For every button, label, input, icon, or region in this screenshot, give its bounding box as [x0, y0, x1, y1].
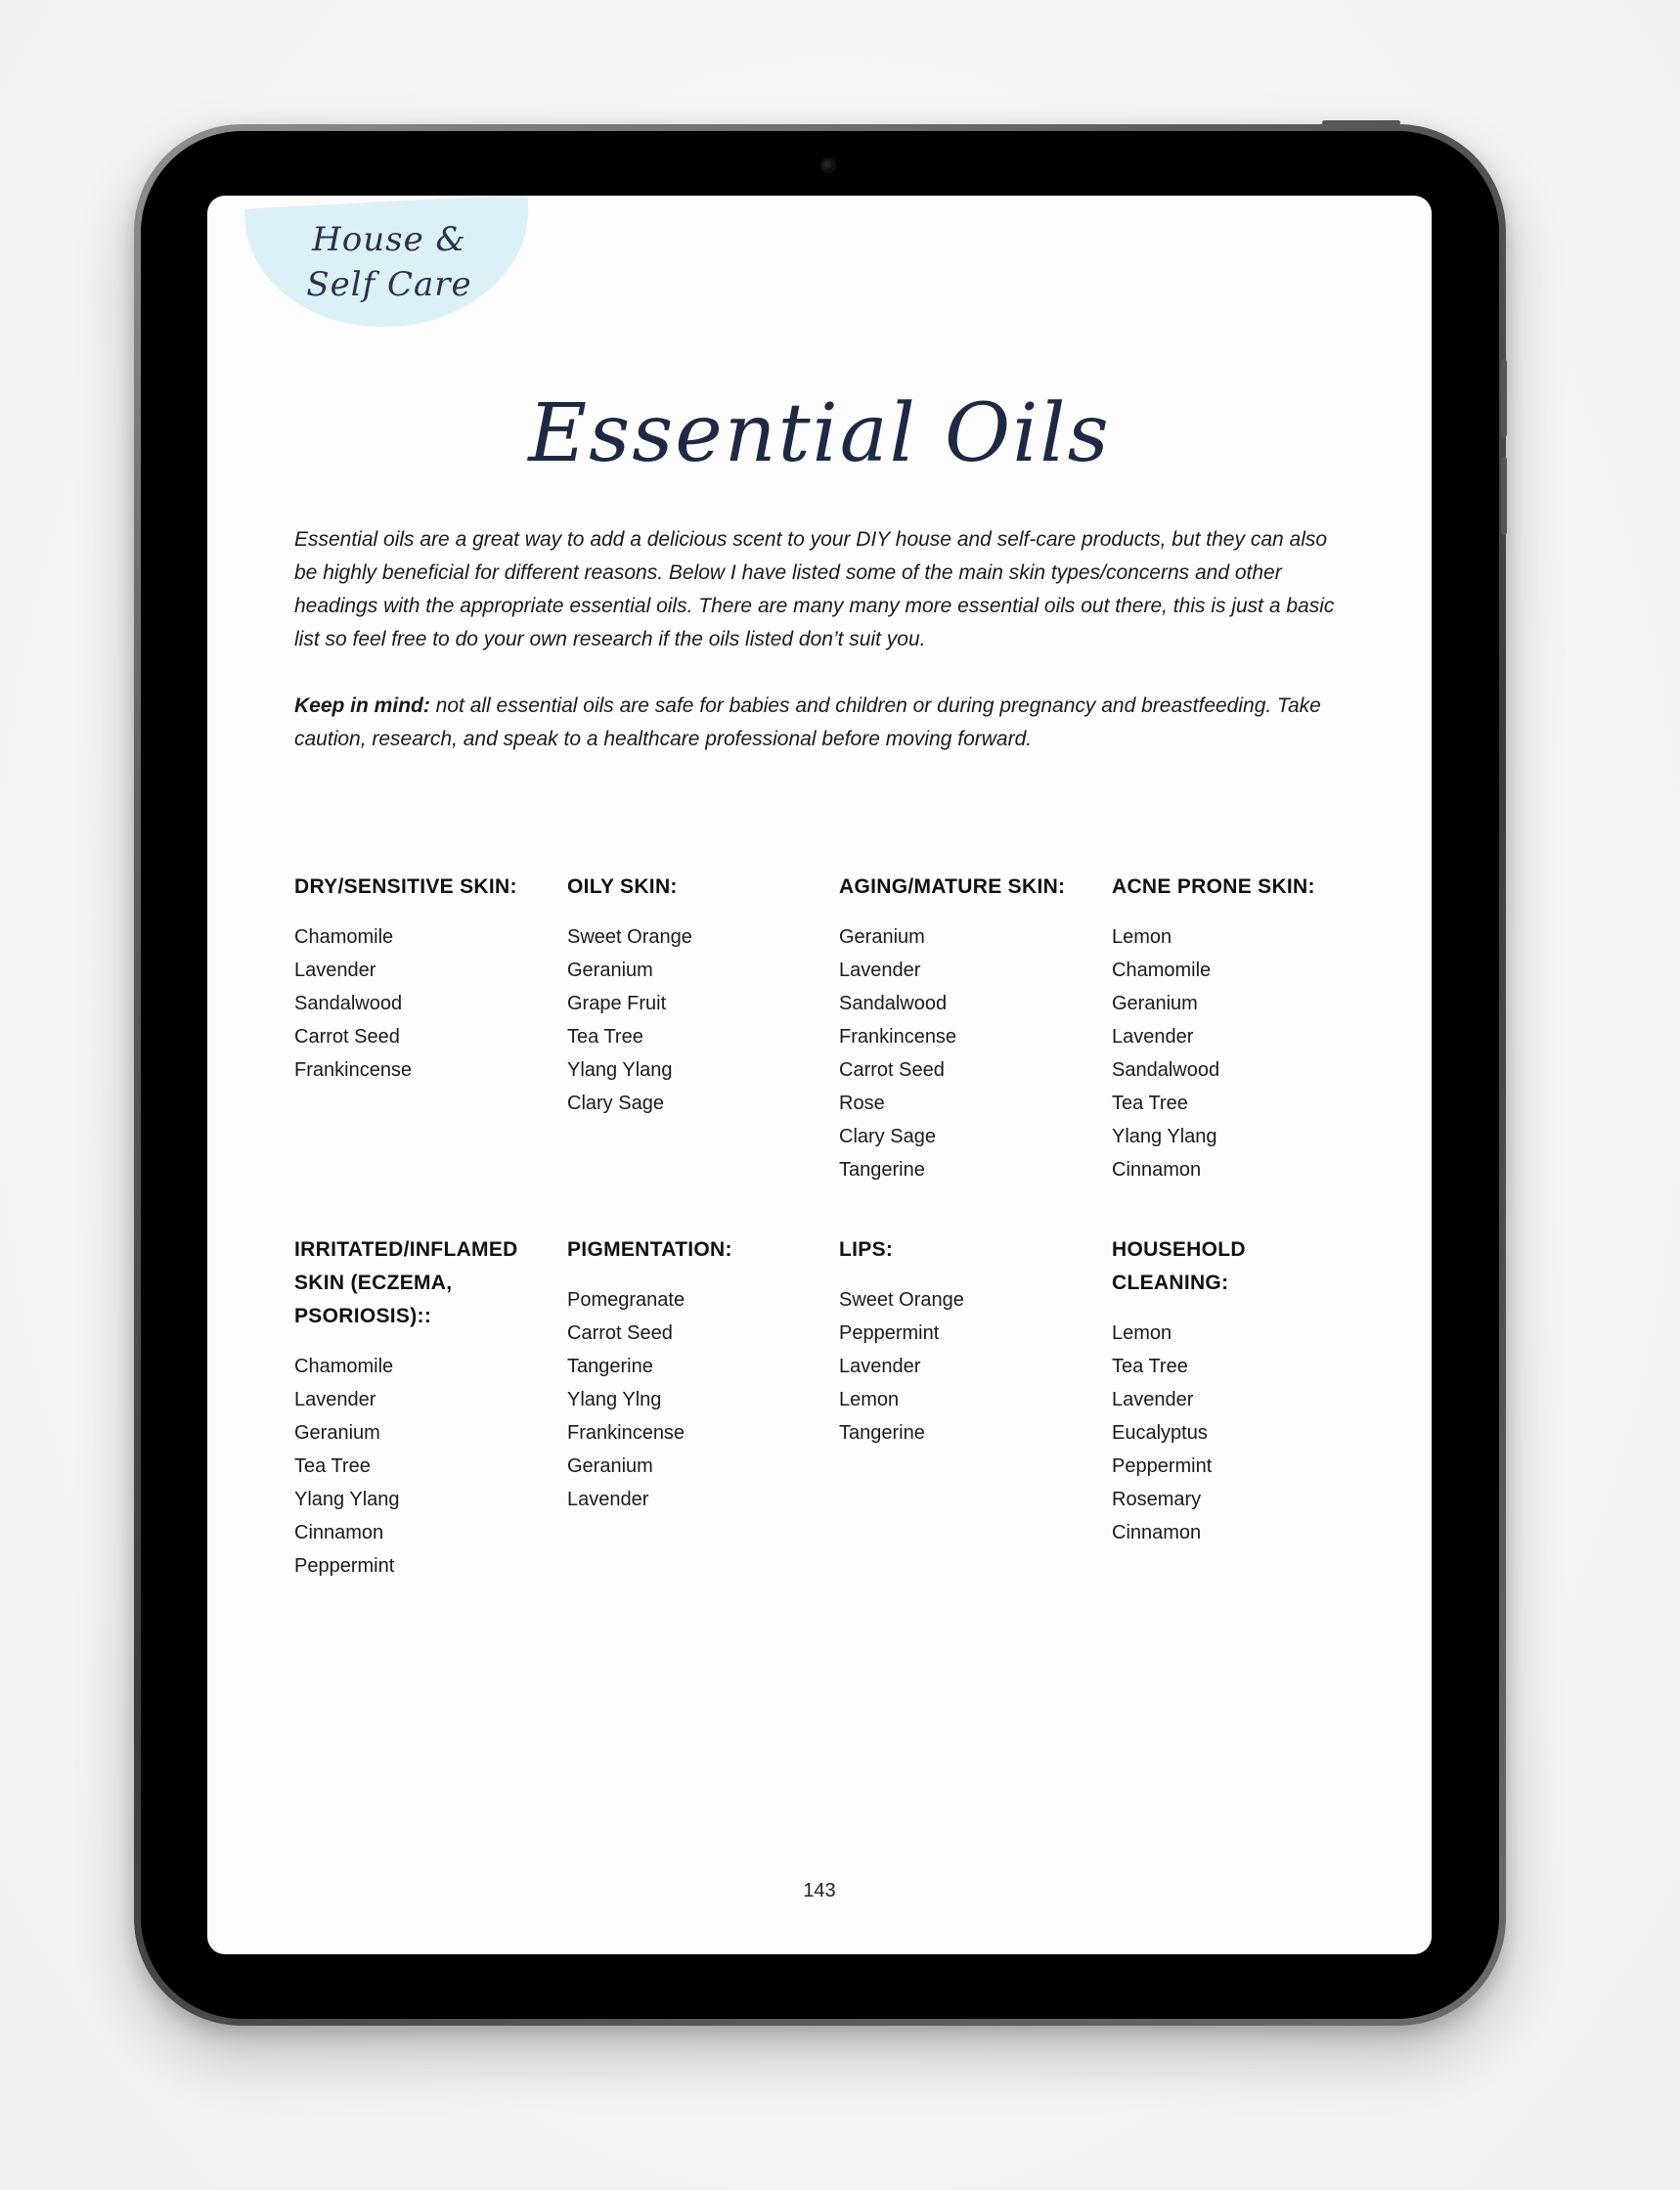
list-item: Lavender [294, 960, 376, 981]
category-irritated-inflamed-skin [294, 1233, 539, 1583]
list-item: Carrot Seed [294, 1026, 400, 1048]
category-oily-skin [567, 871, 821, 1120]
ebook-page [207, 196, 1432, 1954]
caution-paragraph [294, 690, 1350, 756]
list-item: Eucalyptus [1112, 1422, 1208, 1444]
list-item: Lavender [1112, 1389, 1194, 1410]
oil-list [839, 920, 1093, 1186]
list-item: Frankincense [294, 1059, 413, 1081]
oil-list [294, 920, 549, 1087]
category-title: AGING/MATURE SKIN: [839, 875, 1066, 898]
list-item: Lemon [1112, 926, 1172, 948]
category-lips [839, 1233, 1093, 1450]
list-item: Ylang Ylang [567, 1059, 673, 1081]
list-item: Lavender [839, 960, 921, 981]
top-button [1322, 120, 1400, 125]
oil-list [1112, 1317, 1288, 1549]
page-title: Essential Oils [528, 387, 1111, 480]
category-dry-sensitive-skin [294, 871, 549, 1087]
intro-paragraph: Essential oils are a great way to add a delicious scent to your DIY house and self-care products, but they can also be highly beneficial for different reasons. Below I have listed some of the main skin types/concerns and other headings with the appropriate essential oils. There are many many more essential oils out there, this is just a basic list so feel free to do your own research if the oils listed don’t suit you. [294, 528, 1335, 650]
list-item: Lavender [1112, 1026, 1194, 1048]
list-item: Rosemary [1112, 1489, 1202, 1510]
oil-list [567, 1283, 821, 1516]
list-item: Tea Tree [1112, 1093, 1188, 1114]
list-item: Ylang Ylang [294, 1489, 400, 1510]
caution-label: Keep in mind: [294, 694, 430, 717]
list-item: Tea Tree [294, 1455, 371, 1477]
list-item: Sweet Orange [839, 1289, 964, 1311]
list-item: Sandalwood [1112, 1059, 1220, 1081]
front-camera-icon [822, 159, 834, 171]
category-pigmentation [567, 1233, 821, 1516]
list-item: Tangerine [839, 1159, 925, 1181]
list-item: Carrot Seed [839, 1059, 945, 1081]
list-item: Geranium [567, 1455, 653, 1477]
section-tab-label [301, 217, 477, 307]
category-title: OILY SKIN: [567, 875, 678, 898]
list-item: Cinnamon [294, 1522, 384, 1543]
list-item: Carrot Seed [567, 1322, 673, 1344]
list-item: Pomegranate [567, 1289, 685, 1311]
list-item: Cinnamon [1112, 1159, 1202, 1181]
category-title: LIPS: [839, 1238, 894, 1261]
volume-down-button [1501, 457, 1507, 535]
list-item: Lavender [567, 1489, 649, 1510]
list-item: Tea Tree [567, 1026, 643, 1048]
list-item: Chamomile [1112, 960, 1212, 981]
oil-list [567, 920, 821, 1120]
list-item: Peppermint [839, 1322, 940, 1344]
list-item: Tangerine [567, 1356, 653, 1377]
list-item: Lemon [1112, 1322, 1172, 1344]
list-item: Tea Tree [1112, 1356, 1188, 1377]
list-item: Grape Fruit [567, 993, 667, 1014]
category-title: DRY/SENSITIVE SKIN: [294, 875, 517, 898]
list-item: Lemon [839, 1389, 900, 1410]
category-title: PIGMENTATION: [567, 1238, 732, 1261]
list-item: Rose [839, 1093, 885, 1114]
list-item: Peppermint [1112, 1455, 1213, 1477]
list-item: Clary Sage [839, 1126, 936, 1147]
list-item: Geranium [567, 960, 653, 981]
section-tab-line-2: Self Care [306, 265, 472, 304]
category-acne-prone-skin [1112, 871, 1366, 1186]
category-title: IRRITATED/INFLAMED SKIN (ECZEMA, PSORIOSIS):: [294, 1238, 518, 1327]
list-item: Sandalwood [294, 993, 403, 1014]
volume-up-button [1501, 359, 1507, 437]
caution-text: not all essential oils are safe for babies and children or during pregnancy and breastfeeding. Take caution, research, and speak to a healthcare professional before moving forward. [294, 694, 1321, 750]
category-title: HOUSEHOLD CLEANING: [1112, 1238, 1246, 1294]
section-tab-line-1: House & [312, 220, 466, 259]
list-item: Tangerine [839, 1422, 925, 1444]
list-item: Geranium [294, 1422, 380, 1444]
category-aging-mature-skin [839, 871, 1093, 1186]
category-title: ACNE PRONE SKIN: [1112, 875, 1315, 898]
list-item: Ylang Ylng [567, 1389, 662, 1410]
list-item: Peppermint [294, 1555, 395, 1577]
list-item: Ylang Ylang [1112, 1126, 1217, 1147]
list-item: Frankincense [567, 1422, 685, 1444]
list-item: Cinnamon [1112, 1522, 1202, 1543]
list-item: Sweet Orange [567, 926, 692, 948]
list-item: Sandalwood [839, 993, 948, 1014]
oil-list [1112, 920, 1366, 1186]
category-household-cleaning [1112, 1233, 1288, 1549]
oil-list [839, 1283, 1093, 1450]
list-item: Geranium [839, 926, 925, 948]
oil-list [294, 1350, 539, 1583]
list-item: Clary Sage [567, 1093, 664, 1114]
list-item: Chamomile [294, 1356, 394, 1377]
list-item: Geranium [1112, 993, 1198, 1014]
list-item: Chamomile [294, 926, 394, 948]
list-item: Frankincense [839, 1026, 957, 1048]
tablet-device [134, 124, 1506, 2026]
list-item: Lavender [839, 1356, 921, 1377]
list-item: Lavender [294, 1389, 376, 1410]
page-number: 143 [803, 1880, 836, 1901]
